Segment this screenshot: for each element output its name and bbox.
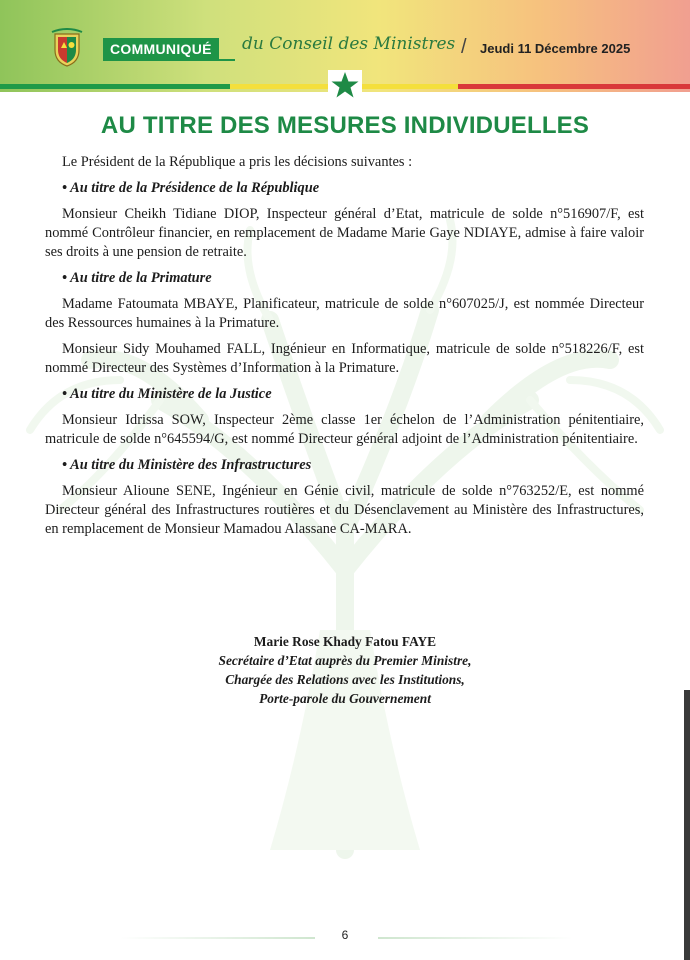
coat-of-arms-icon (50, 28, 84, 68)
page-number: 6 (341, 928, 349, 942)
flag-stripe-green (0, 84, 230, 89)
section-heading: • Au titre du Ministère des Infrastructures (62, 457, 312, 473)
paragraph: Monsieur Alioune SENE, Ingénieur en Génie civil, matricule de solde n°763252/E, est nommé Directeur général des Infrastructures routières et du Désenclavement au Ministère des Infrastructures, en remplacement de Monsieur Mamadou Alassane CA-MARA. (45, 483, 644, 537)
signature-block (0, 632, 690, 708)
banner-underline (103, 59, 235, 61)
paragraph: Monsieur Idrissa SOW, Inspecteur 2ème classe 1er échelon de l’Administration pénitentiaire, matricule de solde n°645594/G, est nommé Directeur général adjoint de l’Administration pénitentiaire. (45, 412, 644, 447)
header-date: Jeudi 11 Décembre 2025 (480, 41, 631, 56)
paragraph: Monsieur Sidy Mouhamed FALL, Ingénieur en Informatique, matricule de solde n°518226/F, est nommé Directeur des Systèmes d’Information à la Primature. (45, 341, 644, 376)
paragraph: Madame Fatoumata MBAYE, Planificateur, matricule de solde n°607025/J, est nommée Directeur des Ressources humaines à la Primature. (45, 296, 644, 331)
section-heading: • Au titre de la Primature (62, 270, 212, 286)
scrollbar[interactable] (684, 690, 690, 960)
paragraph: Monsieur Cheikh Tidiane DIOP, Inspecteur général d’Etat, matricule de solde n°516907/F, est nommé Contrôleur financier, en remplacement de Madame Marie Gaye NDIAYE, admise à faire valoir ses droits à une pension de retraite. (45, 206, 644, 260)
signatory-name: Marie Rose Khady Fatou FAYE (253, 634, 437, 649)
signatory-role: Chargée des Relations avec les Institutions, (225, 672, 465, 687)
section-heading: • Au titre de la Présidence de la République (62, 180, 320, 196)
section-heading: • Au titre du Ministère de la Justice (62, 386, 272, 402)
signatory-role: Secrétaire d’Etat auprès du Premier Ministre, (218, 653, 472, 668)
footer-rule-right (378, 937, 573, 939)
signatory-role: Porte-parole du Gouvernement (259, 691, 431, 706)
star-icon (330, 70, 360, 100)
document-body (45, 153, 644, 546)
header-script-title: du Conseil des Ministres (242, 34, 456, 54)
footer-rule-left (120, 937, 315, 939)
flag-stripe-red (458, 84, 690, 89)
page-title: AU TITRE DES MESURES INDIVIDUELLES (100, 112, 590, 139)
communique-banner: COMMUNIQUÉ (103, 38, 219, 60)
header-separator: / (461, 36, 467, 58)
intro-paragraph: Le Président de la République a pris les décisions suivantes : (62, 154, 413, 170)
